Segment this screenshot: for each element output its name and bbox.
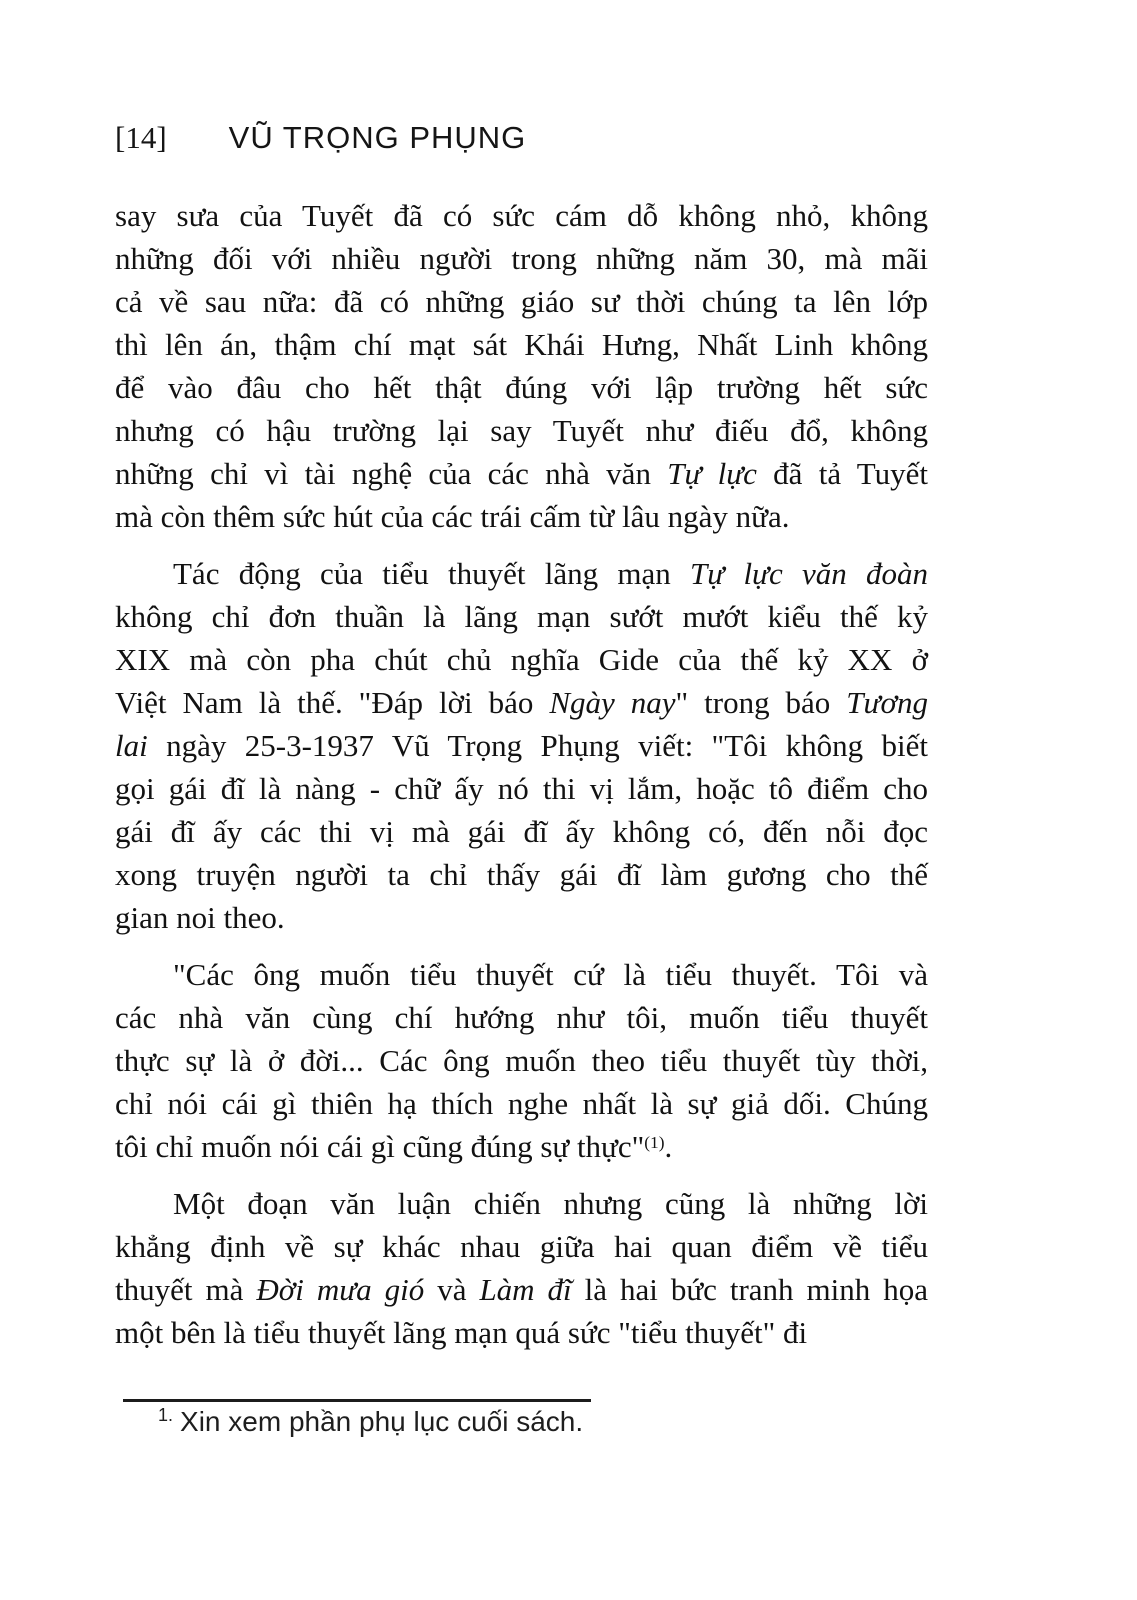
text-run: những đối với nhiều người trong những năm 30, mà mãi [115, 241, 928, 276]
italic-run: Tự lực văn đoàn [690, 556, 929, 591]
paragraph [115, 552, 928, 939]
text-line [115, 896, 928, 939]
text-line [115, 366, 928, 409]
text-run: mà còn thêm sức hút của các trái cấm từ lâu ngày nữa. [115, 499, 790, 534]
text-run: "Các ông muốn tiểu thuyết cứ là tiểu thuyết. Tôi và [173, 957, 928, 992]
text-line [115, 1182, 928, 1225]
italic-run: lai [115, 728, 148, 763]
text-run: những chỉ vì tài nghệ của các nhà văn [115, 456, 668, 491]
text-line [115, 1125, 928, 1168]
text-run: cả về sau nữa: đã có những giáo sư thời chúng ta lên lớp [115, 284, 928, 319]
italic-run: Tương [846, 685, 928, 720]
text-line [115, 953, 928, 996]
text-run: thực sự là ở đời... Các ông muốn theo tiểu thuyết tùy thời, [115, 1043, 928, 1078]
text-run: gọi gái đĩ là nàng - chữ ấy nó thi vị lắm, hoặc tô điểm cho [115, 771, 928, 806]
text-line [115, 1225, 928, 1268]
footnote-marker: 1. [158, 1405, 174, 1425]
text-line [115, 323, 928, 366]
text-line [115, 409, 928, 452]
footnote-text: Xin xem phần phụ lục cuối sách. [180, 1406, 584, 1437]
text-line [115, 767, 928, 810]
italic-run: Làm đĩ [479, 1272, 572, 1307]
text-run: XIX mà còn pha chút chủ nghĩa Gide của thế kỷ XX ở [115, 642, 928, 677]
footnote-reference: (1) [644, 1133, 665, 1153]
text-run: đã tả Tuyết [756, 456, 928, 491]
text-line [115, 724, 928, 767]
text-run: gái đĩ ấy các thi vị mà gái đĩ ấy không có, đến nỗi đọc [115, 814, 928, 849]
text-run: thì lên án, thậm chí mạt sát Khái Hưng, Nhất Linh không [115, 327, 928, 362]
text-line [115, 853, 928, 896]
text-line [115, 681, 928, 724]
footnote-separator [123, 1399, 591, 1402]
text-run: Một đoạn văn luận chiến nhưng cũng là những lời [173, 1186, 928, 1221]
text-line [115, 495, 928, 538]
text-line [115, 1039, 928, 1082]
text-run: ngày 25-3-1937 Vũ Trọng Phụng viết: "Tôi không biết [147, 728, 928, 763]
text-line [115, 237, 928, 280]
text-line [115, 452, 928, 495]
text-line [115, 1311, 928, 1354]
text-run: và [424, 1272, 480, 1307]
text-run: . [664, 1129, 673, 1164]
text-line [115, 1268, 928, 1311]
text-run: xong truyện người ta chỉ thấy gái đĩ làm gương cho thế [115, 857, 928, 892]
text-line [115, 552, 928, 595]
text-line [115, 996, 928, 1039]
paragraph [115, 953, 928, 1168]
text-line [115, 280, 928, 323]
italic-run: Đời mưa gió [256, 1272, 425, 1307]
text-line [115, 595, 928, 638]
running-title: VŨ TRỌNG PHỤNG [228, 120, 527, 155]
text-run: chỉ nói cái gì thiên hạ thích nghe nhất là sự giả dối. Chúng [115, 1086, 928, 1121]
text-run: các nhà văn cùng chí hướng như tôi, muốn tiểu thuyết [115, 1000, 928, 1035]
text-run: tôi chỉ muốn nói cái gì cũng đúng sự thực" [115, 1129, 645, 1164]
text-run: khẳng định về sự khác nhau giữa hai quan điểm về tiểu [115, 1229, 928, 1264]
text-run: để vào đâu cho hết thật đúng với lập trường hết sức [115, 370, 928, 405]
text-run: " trong báo [675, 685, 847, 720]
page-header [115, 120, 526, 156]
text-run: Tác động của tiểu thuyết lãng mạn [173, 556, 691, 591]
text-run: thuyết mà [115, 1272, 257, 1307]
text-run: một bên là tiểu thuyết lãng mạn quá sức "tiểu thuyết" đi [115, 1315, 808, 1350]
italic-run: Tự lực [667, 456, 757, 491]
text-line [115, 194, 928, 237]
footnote [158, 1406, 583, 1438]
paragraph [115, 1182, 928, 1354]
text-run: không chỉ đơn thuần là lãng mạn sướt mướt kiểu thế kỷ [115, 599, 928, 634]
page-number: [14] [115, 120, 167, 155]
body-text [115, 194, 928, 1354]
text-run: là hai bức tranh minh họa [571, 1272, 928, 1307]
text-run: nhưng có hậu trường lại say Tuyết như điếu đổ, không [115, 413, 928, 448]
text-line [115, 810, 928, 853]
italic-run: Ngày nay [549, 685, 676, 720]
paragraph [115, 194, 928, 538]
text-run: Việt Nam là thế. "Đáp lời báo [115, 685, 550, 720]
text-line [115, 638, 928, 681]
text-run: gian noi theo. [115, 900, 285, 935]
text-run: say sưa của Tuyết đã có sức cám dỗ không nhỏ, không [115, 198, 928, 233]
text-line [115, 1082, 928, 1125]
